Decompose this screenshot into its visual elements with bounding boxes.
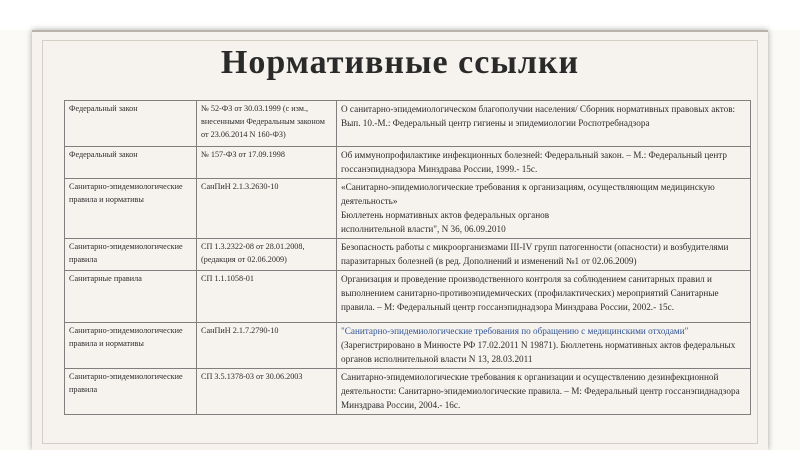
- description-text: Организация и проведение производственного контроля за соблюдением санитарных правил и выполнением санитарно-противоэпидемических (профилактических) мероприятий Санитарные правила. – М: Федеральный центр госсанэпиднадзора Минздрава России, 2002.- 15с.: [341, 274, 719, 312]
- description-text: (Зарегистрировано в Минюсте РФ 17.02.2011 N 19871). Бюллетень нормативных актов федеральных органов исполнительной власти N 13, 28.03.2011: [341, 340, 736, 364]
- description-cell: [337, 271, 751, 323]
- description-text: Об иммунопрофилактике инфекционных болезней: Федеральный закон. – М.: Федеральный центр госсанэпиднадзора Минздрава России, 1999.- 15с.: [341, 150, 727, 174]
- table-row: [65, 271, 751, 323]
- table-row: [65, 323, 751, 369]
- document-number-cell: № 157-ФЗ от 17.09.1998: [197, 147, 337, 179]
- table-row: [65, 239, 751, 271]
- table-row: [65, 147, 751, 179]
- table-row: [65, 179, 751, 239]
- references-table: [64, 100, 751, 415]
- table-row: [65, 101, 751, 147]
- description-text: О санитарно-эпидемиологическом благополучии населения/ Сборник нормативных правовых актов: Вып. 10.-М.: Федеральный центр гигиены и эпидемиологии Роспотребнадзора: [341, 104, 736, 128]
- description-cell: [337, 147, 751, 179]
- description-text: исполнительной власти", N 36, 06.09.2010: [341, 224, 506, 234]
- document-type-cell: Федеральный закон: [65, 101, 197, 147]
- document-type-cell: Санитарно-эпидемиологические правила: [65, 239, 197, 271]
- document-number-cell: СП 3.5.1378-03 от 30.06.2003: [197, 369, 337, 415]
- document-number-cell: СП 1.1.1058-01: [197, 271, 337, 323]
- description-cell: [337, 323, 751, 369]
- description-highlight: "Санитарно-эпидемиологические требования по обращению с медицинскими отходами": [341, 326, 689, 336]
- description-text: «Санитарно-эпидемиологические требования к организациям, осуществляющим медицинскую деятельность»: [341, 182, 715, 206]
- document-number-cell: СанПиН 2.1.7.2790-10: [197, 323, 337, 369]
- document-number-cell: № 52-ФЗ от 30.03.1999 (с изм., внесенными Федеральным законом от 23.06.2014 N 160-ФЗ): [197, 101, 337, 147]
- document-number-cell: СанПиН 2.1.3.2630-10: [197, 179, 337, 239]
- table-row: [65, 369, 751, 415]
- slide-title: Нормативные ссылки: [220, 44, 580, 81]
- description-cell: [337, 369, 751, 415]
- description-cell: [337, 101, 751, 147]
- description-cell: [337, 239, 751, 271]
- top-band: [0, 0, 800, 30]
- document-type-cell: Санитарно-эпидемиологические правила и нормативы: [65, 179, 197, 239]
- description-text: Санитарно-эпидемиологические требования к организации и осуществлению дезинфекционной деятельности: Санитарно-эпидемиологические правила. – М: Федеральный центр госсанэпиднадзора Минздрава России, 2004.- 16с.: [341, 372, 740, 410]
- document-type-cell: Санитарно-эпидемиологические правила и нормативы: [65, 323, 197, 369]
- document-type-cell: Санитарно-эпидемиологические правила: [65, 369, 197, 415]
- description-text: Безопасность работы с микроорганизмами III-IV групп патогенности (опасности) и возбудителями паразитарных болезней (в ред. Дополнений и изменений №1 от 02.06.2009): [341, 242, 729, 266]
- description-text: Бюллетень нормативных актов федеральных органов: [341, 210, 550, 220]
- document-type-cell: Федеральный закон: [65, 147, 197, 179]
- document-number-cell: СП 1.3.2322-08 от 28.01.2008, (редакция от 02.06.2009): [197, 239, 337, 271]
- description-cell: [337, 179, 751, 239]
- document-type-cell: Санитарные правила: [65, 271, 197, 323]
